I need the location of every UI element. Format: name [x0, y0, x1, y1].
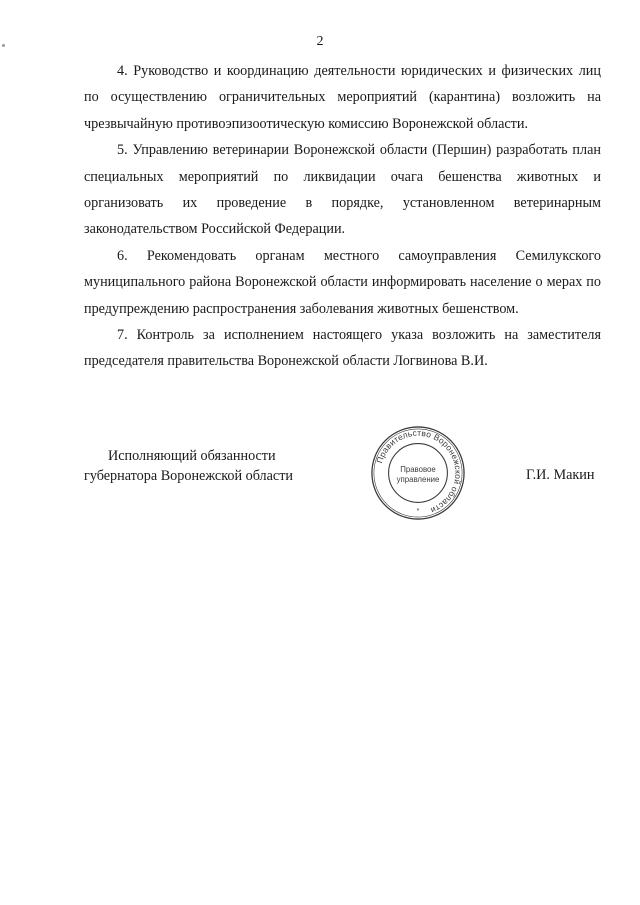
seal-center-line-1: Правовое — [400, 465, 436, 475]
signatory-title — [84, 446, 334, 486]
signatory-title-line-2: губернатора Воронежской области — [84, 468, 294, 484]
paragraph-7: 7. Контроль за исполнением настоящего указа возложить на заместителя председателя правительства Воронежской области Логвинова В.И. — [84, 327, 601, 370]
page-number: 2 — [316, 34, 324, 49]
signatory-name: Г.И. Макин — [526, 467, 595, 483]
official-seal — [369, 424, 467, 522]
seal-center-line-2: управление — [396, 474, 440, 484]
document-body — [84, 58, 601, 375]
signatory-title-line-1: Исполняющий обязанности — [108, 448, 276, 464]
paragraph-6: 6. Рекомендовать органам местного самоуправления Семилукского муниципального района Воронежской области информировать население о мерах по предупреждению распространения заболевания животных бешенством. — [84, 247, 601, 317]
paragraph-4: 4. Руководство и координацию деятельности юридических и физических лиц по осуществлению ограничительных мероприятий (карантина) возложить на чрезвычайную противоэпизоотическую комиссию Воронежской области. — [84, 63, 601, 132]
paragraph-5: 5. Управлению ветеринарии Воронежской области (Першин) разработать план специальных мероприятий по ликвидации очага бешенства животных и организовать их проведение в порядке, установленном ветеринарным законодательством Российской Федерации. — [84, 142, 601, 238]
seal-star: * — [416, 508, 420, 516]
seal-outer-text: Правительство Воронежской области — [374, 427, 464, 516]
